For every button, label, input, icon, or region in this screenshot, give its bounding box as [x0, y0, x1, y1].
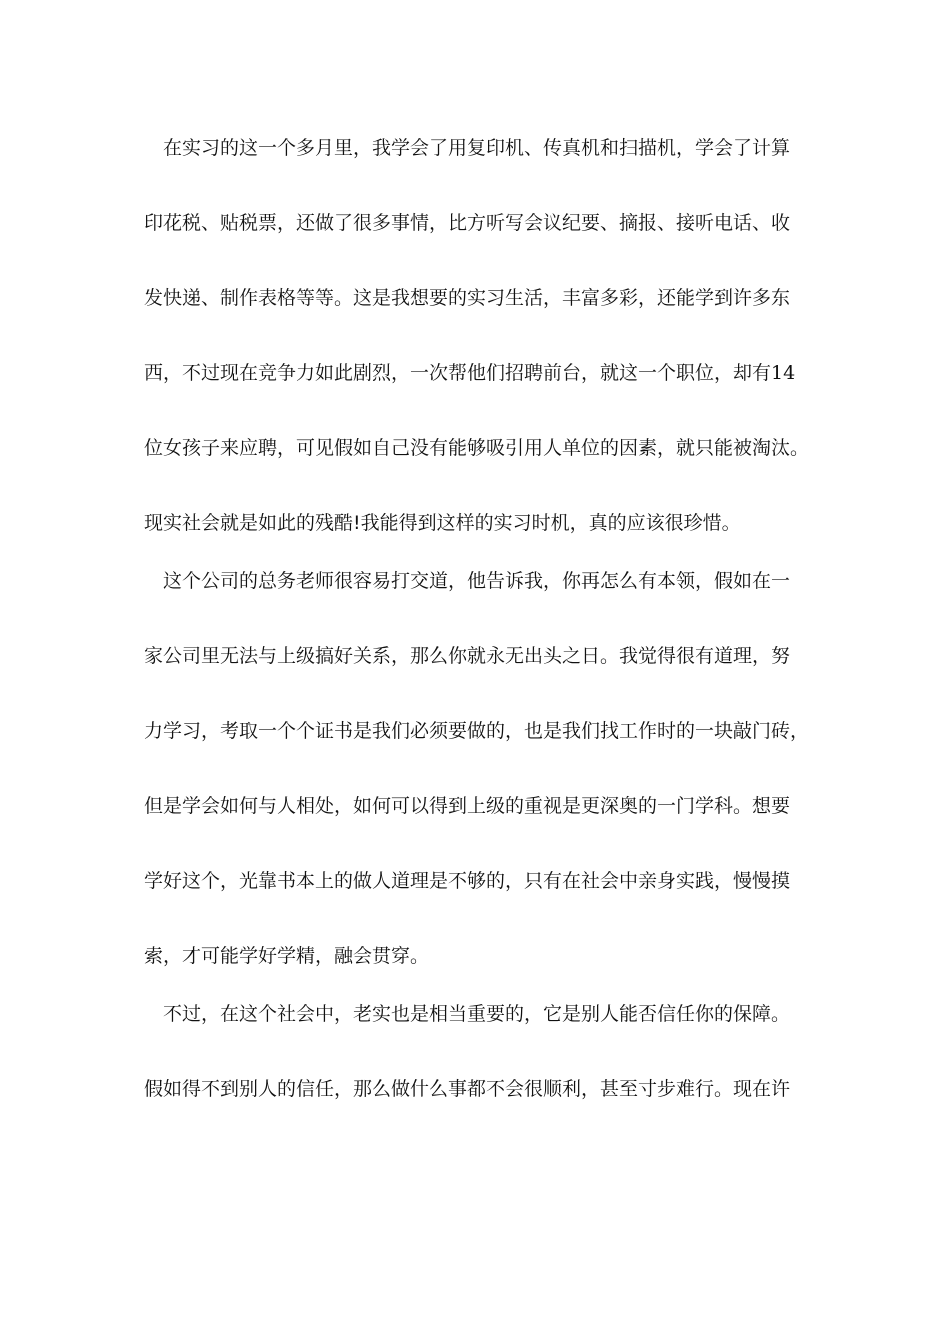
text-line-10: 但是学会如何与人相处，如何可以得到上级的重视是更深奥的一门学科。想要 [144, 795, 791, 817]
body-text [144, 128, 824, 1144]
text-line-5: 位女孩子来应聘，可见假如自己没有能够吸引用人单位的因素，就只能被淘汰。 [144, 437, 810, 459]
text-line-9: 力学习，考取一个个证书是我们必须要做的，也是我们找工作时的一块敲门砖， [144, 720, 810, 742]
text-line-3: 发快递、制作表格等等。这是我想要的实习生活，丰富多彩，还能学到许多东 [144, 287, 791, 309]
number-fourteen: 14 [771, 362, 796, 384]
text-line-6: 现实社会就是如此的残酷!我能得到这样的实习时机，真的应该很珍惜。 [144, 512, 741, 534]
text-line-14: 假如得不到别人的信任，那么做什么事都不会很顺利，甚至寸步难行。现在许 [144, 1078, 791, 1100]
text-line-2: 印花税、贴税票，还做了很多事情，比方听写会议纪要、摘报、接听电话、收 [144, 212, 791, 234]
text-line-13: 不过，在这个社会中，老实也是相当重要的，它是别人能否信任你的保障。 [163, 1003, 791, 1025]
text-line-8: 家公司里无法与上级搞好关系，那么你就永无出头之日。我觉得很有道理，努 [144, 645, 791, 667]
text-line-4: 西，不过现在竞争力如此剧烈，一次帮他们招聘前台，就这一个职位，却有14 [144, 362, 796, 384]
text-line-12: 索，才可能学好学精，融会贯穿。 [144, 945, 430, 967]
text-line-7: 这个公司的总务老师很容易打交道，他告诉我，你再怎么有本领，假如在一 [163, 570, 791, 592]
text-line-11: 学好这个，光靠书本上的做人道理是不够的，只有在社会中亲身实践，慢慢摸 [144, 870, 791, 892]
text-line-1: 在实习的这一个多月里，我学会了用复印机、传真机和扫描机，学会了计算 [163, 137, 791, 159]
